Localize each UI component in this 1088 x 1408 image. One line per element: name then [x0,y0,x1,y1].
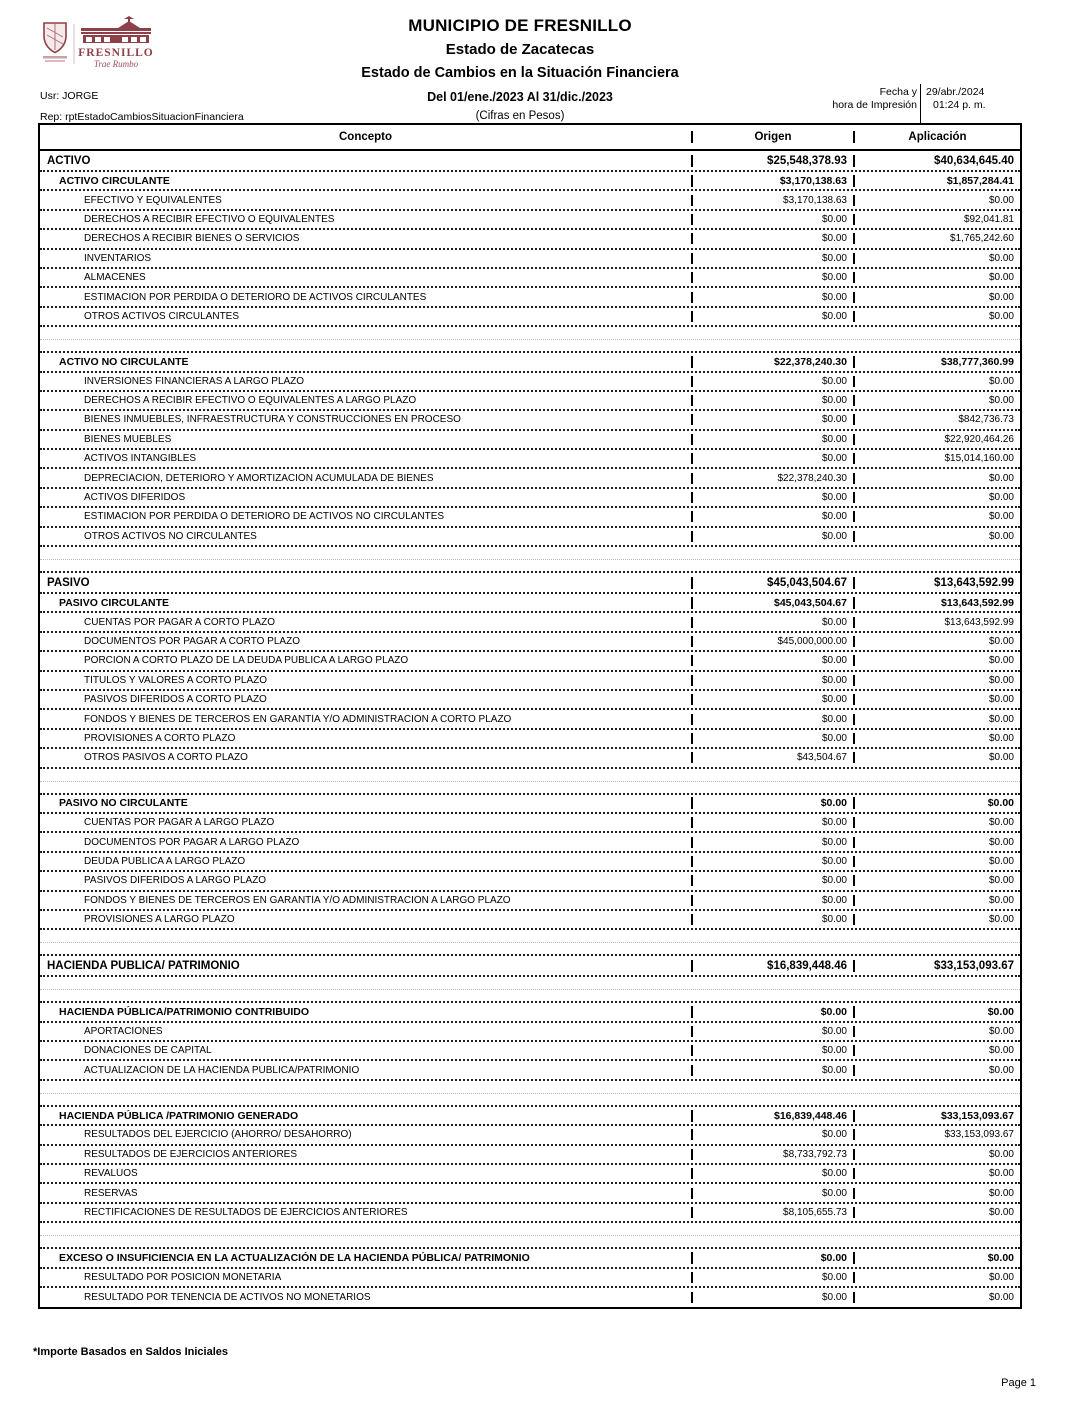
user-label: Usr: JORGE [40,90,99,102]
print-date: 29/abr./2024 [926,86,985,98]
row-origen: $22,378,240.30 [693,356,855,368]
table-row [40,508,1020,527]
row-origen: $0.00 [693,856,855,867]
row-aplicacion: $0.00 [988,395,1014,407]
row-origen: $0.00 [693,531,855,542]
table-row [40,1107,1020,1126]
row-aplicacion: $1,857,284.41 [946,174,1014,187]
page-number: Page 1 [1001,1377,1036,1389]
print-datetime-divider [920,84,921,123]
row-aplicacion: $0.00 [988,511,1014,523]
row-aplicacion: $0.00 [988,310,1014,322]
footer-note: *Importe Basados en Saldos Iniciales [33,1346,229,1358]
row-origen: $25,548,378.93 [693,155,855,167]
table-row [40,814,1020,833]
row-label: PASIVOS DIFERIDOS A LARGO PLAZO [40,875,693,886]
row-aplicacion: $0.00 [988,875,1014,887]
print-datetime-label [780,86,917,112]
column-header-concepto: Concepto [40,131,693,143]
row-aplicacion: $0.00 [988,817,1014,829]
row-label: EFECTIVO Y EQUIVALENTES [40,195,693,206]
row-label: ACTUALIZACIÓN DE LA HACIENDA PÚBLICA/PATRIMONIO [40,1065,693,1076]
row-origen: $0.00 [693,1188,855,1199]
row-aplicacion: $0.00 [988,752,1014,764]
row-aplicacion: $15,014,160.00 [944,453,1014,465]
row-origen: $0.00 [693,914,855,925]
page-subtitle: Estado de Zacatecas [445,41,595,58]
row-origen: $0.00 [693,797,855,809]
row-label: RESULTADOS DE EJERCICIOS ANTERIORES [40,1149,693,1160]
table-row [40,469,1020,488]
row-label: ACTIVO CIRCULANTE [40,175,693,187]
row-label: BIENES MUEBLES [40,434,693,445]
row-label: PROVISIONES A CORTO PLAZO [40,733,693,744]
print-time: 01:24 p. m. [933,99,986,111]
row-label: EXCESO O INSUFICIENCIA EN LA ACTUALIZACIÓN DE LA HACIENDA PÚBLICA/ PATRIMONIO [40,1252,693,1264]
table-spacer-row [40,930,1020,956]
row-origen: $0.00 [693,675,855,686]
row-label: FONDOS Y BIENES DE TERCEROS EN GARANTÍA Y/O ADMINISTRACIÓN A CORTO PLAZO [40,714,693,725]
table-spacer-row [40,977,1020,1003]
logo-wordmark: FRESNILLO [78,47,154,59]
row-aplicacion: $0.00 [988,194,1014,206]
table-row [40,1023,1020,1042]
table-row [40,1003,1020,1022]
row-origen: $0.00 [693,1006,855,1018]
table-header-row [40,125,1020,151]
row-aplicacion: $0.00 [988,272,1014,284]
row-origen: $16,839,448.46 [693,1110,855,1122]
row-label: DEUDA PÚBLICA A LARGO PLAZO [40,856,693,867]
row-origen: $0.00 [693,694,855,705]
row-label: FONDOS Y BIENES DE TERCEROS EN GARANTÍA Y/O ADMINISTRACIÓN A LARGO PLAZO [40,895,693,906]
table-row [40,672,1020,691]
row-aplicacion: $0.00 [988,694,1014,706]
row-label: PASIVOS DIFERIDOS A CORTO PLAZO [40,694,693,705]
row-aplicacion: $0.00 [988,1025,1014,1037]
row-aplicacion: $0.00 [987,797,1014,810]
row-label: OTROS ACTIVOS NO CIRCULANTES [40,531,693,542]
row-origen: $0.00 [693,1168,855,1179]
row-origen: $0.00 [693,414,855,425]
row-aplicacion: $0.00 [988,674,1014,686]
table-row [40,392,1020,411]
table-row [40,853,1020,872]
table-row [40,633,1020,652]
row-aplicacion: $22,920,464.26 [944,433,1014,445]
row-label: PORCIÓN A CORTO PLAZO DE LA DEUDA PÚBLICA A LARGO PLAZO [40,655,693,666]
table-row [40,1204,1020,1223]
row-origen: $0.00 [693,655,855,666]
row-aplicacion: $13,643,592.99 [941,596,1014,609]
row-origen: $3,170,138.63 [693,195,855,206]
row-aplicacion: $0.00 [988,1045,1014,1057]
row-label: BIENES INMUEBLES, INFRAESTRUCTURA Y CONSTRUCCIONES EN PROCESO [40,414,693,425]
row-origen: $8,105,655.73 [693,1207,855,1218]
row-label: DERECHOS A RECIBIR EFECTIVO O EQUIVALENTES [40,214,693,225]
row-aplicacion: $0.00 [987,1251,1014,1264]
row-origen: $0.00 [693,1252,855,1264]
row-origen: $0.00 [693,214,855,225]
row-origen: $0.00 [693,1129,855,1140]
row-label: ACTIVO [40,155,693,167]
table-row [40,489,1020,508]
report-period: Del 01/ene./2023 Al 31/dic./2023 [427,90,613,104]
row-label: INVENTARIOS [40,253,693,264]
row-origen: $0.00 [693,272,855,283]
row-label: INVERSIONES FINANCIERAS A LARGO PLAZO [40,376,693,387]
table-row [40,269,1020,288]
row-aplicacion: $0.00 [988,655,1014,667]
row-aplicacion: $0.00 [988,636,1014,647]
row-aplicacion: $33,153,093.67 [941,1109,1014,1122]
financial-table [38,123,1022,1309]
table-row [40,151,1020,172]
table-row [40,710,1020,729]
row-label: APORTACIONES [40,1026,693,1037]
column-header-aplicacion: Aplicación [908,131,967,143]
table-row [40,172,1020,191]
table-row [40,230,1020,249]
row-origen: $0.00 [693,1292,855,1303]
row-label: DERECHOS A RECIBIR BIENES O SERVICIOS [40,233,693,244]
table-body [40,151,1020,1307]
row-label: HACIENDA PÚBLICA/PATRIMONIO CONTRIBUIDO [40,1006,693,1018]
row-aplicacion: $0.00 [987,1005,1014,1018]
table-row [40,450,1020,469]
row-label: PASIVO [40,577,693,589]
row-label: ACTIVO NO CIRCULANTE [40,356,693,368]
table-row [40,691,1020,710]
table-row [40,613,1020,632]
row-aplicacion: $33,153,093.67 [944,1129,1014,1141]
row-aplicacion: $0.00 [988,291,1014,303]
table-row [40,528,1020,547]
row-label: ESTIMACIÓN POR PÉRDIDA O DETERIORO DE ACTIVOS NO CIRCULANTES [40,511,693,522]
row-origen: $3,170,138.63 [693,175,855,187]
row-aplicacion: $0.00 [988,713,1014,725]
row-origen: $8,733,792.73 [693,1149,855,1160]
table-row [40,288,1020,307]
table-row [40,1061,1020,1080]
row-origen: $0.00 [693,1026,855,1037]
row-aplicacion: $842,736.73 [958,414,1014,426]
row-label: OTROS PASIVOS A CORTO PLAZO [40,752,693,763]
row-label: CUENTAS POR PAGAR A CORTO PLAZO [40,617,693,628]
table-row [40,749,1020,768]
row-label: PASIVO NO CIRCULANTE [40,797,693,809]
table-row [40,730,1020,749]
row-label: DONACIONES DE CAPITAL [40,1045,693,1056]
table-row [40,373,1020,392]
row-origen: $0.00 [693,1045,855,1056]
table-row [40,1269,1020,1288]
row-aplicacion: $0.00 [988,375,1014,387]
table-row [40,892,1020,911]
row-label: HACIENDA PÚBLICA/ PATRIMONIO [40,960,693,972]
row-label: DOCUMENTOS POR PAGAR A LARGO PLAZO [40,837,693,848]
table-spacer-row [40,1081,1020,1107]
row-aplicacion: $0.00 [988,1292,1014,1304]
row-origen: $43,504.67 [693,752,855,763]
row-aplicacion: $0.00 [988,894,1014,906]
row-label: RESULTADO POR TENENCIA DE ACTIVOS NO MONETARIOS [40,1292,693,1303]
row-label: REVALÚOS [40,1168,693,1179]
row-aplicacion: $0.00 [988,914,1014,926]
print-datetime-values [926,86,986,112]
table-row [40,191,1020,210]
print-label-line2: hora de Impresión [832,99,917,111]
table-row [40,1042,1020,1061]
row-origen: $0.00 [693,1272,855,1283]
row-origen: $0.00 [693,714,855,725]
table-row [40,250,1020,269]
row-aplicacion: $0.00 [988,1271,1014,1283]
row-aplicacion: $38,777,360.99 [941,355,1014,368]
report-id-label: Rep: rptEstadoCambiosSituacionFinanciera [40,111,244,123]
row-aplicacion: $0.00 [988,1206,1014,1218]
row-origen: $0.00 [693,837,855,848]
row-origen: $0.00 [693,875,855,886]
row-aplicacion: $0.00 [988,530,1014,542]
row-aplicacion: $0.00 [988,492,1014,504]
row-label: DEPRECIACIÓN, DETERIORO Y AMORTIZACIÓN ACUMULADA DE BIENES [40,473,693,484]
row-label: CUENTAS POR PAGAR A LARGO PLAZO [40,817,693,828]
table-row [40,872,1020,891]
row-origen: $0.00 [693,292,855,303]
table-row [40,411,1020,430]
row-label: PASIVO CIRCULANTE [40,597,693,609]
row-label: ESTIMACIÓN POR PÉRDIDA O DETERIORO DE ACTIVOS CIRCULANTES [40,292,693,303]
table-row [40,652,1020,671]
column-header-origen: Origen [693,131,855,143]
row-aplicacion: $0.00 [988,472,1014,484]
row-aplicacion: $0.00 [988,1148,1014,1160]
row-aplicacion: $0.00 [988,732,1014,744]
table-row [40,1288,1020,1307]
table-row [40,833,1020,852]
row-origen: $0.00 [693,434,855,445]
row-origen: $0.00 [693,233,855,244]
row-aplicacion: $13,643,592.99 [934,576,1014,589]
row-label: RESERVAS [40,1188,693,1199]
page-title: MUNICIPIO DE FRESNILLO [408,16,632,35]
table-row [40,353,1020,372]
table-row [40,1165,1020,1184]
row-origen: $45,000,000.00 [693,636,855,647]
table-row [40,308,1020,327]
row-label: OTROS ACTIVOS CIRCULANTES [40,311,693,322]
row-origen: $0.00 [693,617,855,628]
logo-slogan: Trae Rumbo [93,59,139,69]
row-aplicacion: $33,153,093.67 [934,959,1014,972]
row-origen: $0.00 [693,376,855,387]
row-origen: $0.00 [693,817,855,828]
row-origen: $0.00 [693,895,855,906]
row-origen: $45,043,504.67 [693,597,855,609]
row-label: ALMACENES [40,272,693,283]
table-row [40,211,1020,230]
row-origen: $0.00 [693,492,855,503]
row-origen: $0.00 [693,453,855,464]
row-aplicacion: $0.00 [988,252,1014,264]
row-origen: $0.00 [693,1065,855,1076]
row-aplicacion: $0.00 [988,836,1014,848]
table-row [40,1184,1020,1203]
table-row [40,911,1020,930]
report-title: Estado de Cambios en la Situación Financiera [361,65,679,81]
row-aplicacion: $92,041.81 [963,213,1014,225]
table-row [40,594,1020,613]
table-row [40,1146,1020,1165]
print-label-line1: Fecha y [879,86,917,98]
row-origen: $0.00 [693,733,855,744]
row-label: TÍTULOS Y VALORES A CORTO PLAZO [40,675,693,686]
report-units: (Cifras en Pesos) [475,110,565,122]
row-label: RESULTADOS DEL EJERCICIO (AHORRO/ DESAHORRO) [40,1129,693,1140]
table-spacer-row [40,769,1020,795]
meta-left [40,90,244,123]
row-aplicacion: $0.00 [988,1187,1014,1199]
row-aplicacion: $40,634,645.40 [934,154,1014,167]
row-label: DERECHOS A RECIBIR EFECTIVO O EQUIVALENTES A LARGO PLAZO [40,395,693,406]
table-row [40,1249,1020,1268]
table-spacer-row [40,1223,1020,1249]
row-label: RECTIFICACIONES DE RESULTADOS DE EJERCICIOS ANTERIORES [40,1207,693,1218]
table-row [40,573,1020,594]
row-origen: $45,043,504.67 [693,577,855,589]
table-spacer-row [40,547,1020,573]
row-label: PROVISIONES A LARGO PLAZO [40,914,693,925]
row-aplicacion: $0.00 [988,855,1014,867]
row-origen: $0.00 [693,395,855,406]
row-label: ACTIVOS DIFERIDOS [40,492,693,503]
table-row [40,795,1020,814]
row-label: HACIENDA PÚBLICA /PATRIMONIO GENERADO [40,1110,693,1122]
table-row [40,956,1020,977]
row-label: DOCUMENTOS POR PAGAR A CORTO PLAZO [40,636,693,647]
row-origen: $16,839,448.46 [693,960,855,972]
row-origen: $0.00 [693,511,855,522]
row-origen: $0.00 [693,311,855,322]
row-label: ACTIVOS INTANGIBLES [40,453,693,464]
row-aplicacion: $13,643,592.99 [944,616,1014,628]
row-label: RESULTADO POR POSICIÓN MONETARIA [40,1272,693,1283]
row-aplicacion: $1,765,242.60 [950,233,1014,245]
row-aplicacion: $0.00 [988,1168,1014,1180]
row-origen: $0.00 [693,253,855,264]
table-row [40,1126,1020,1145]
row-aplicacion: $0.00 [988,1064,1014,1076]
table-spacer-row [40,327,1020,353]
table-row [40,431,1020,450]
row-origen: $22,378,240.30 [693,473,855,484]
